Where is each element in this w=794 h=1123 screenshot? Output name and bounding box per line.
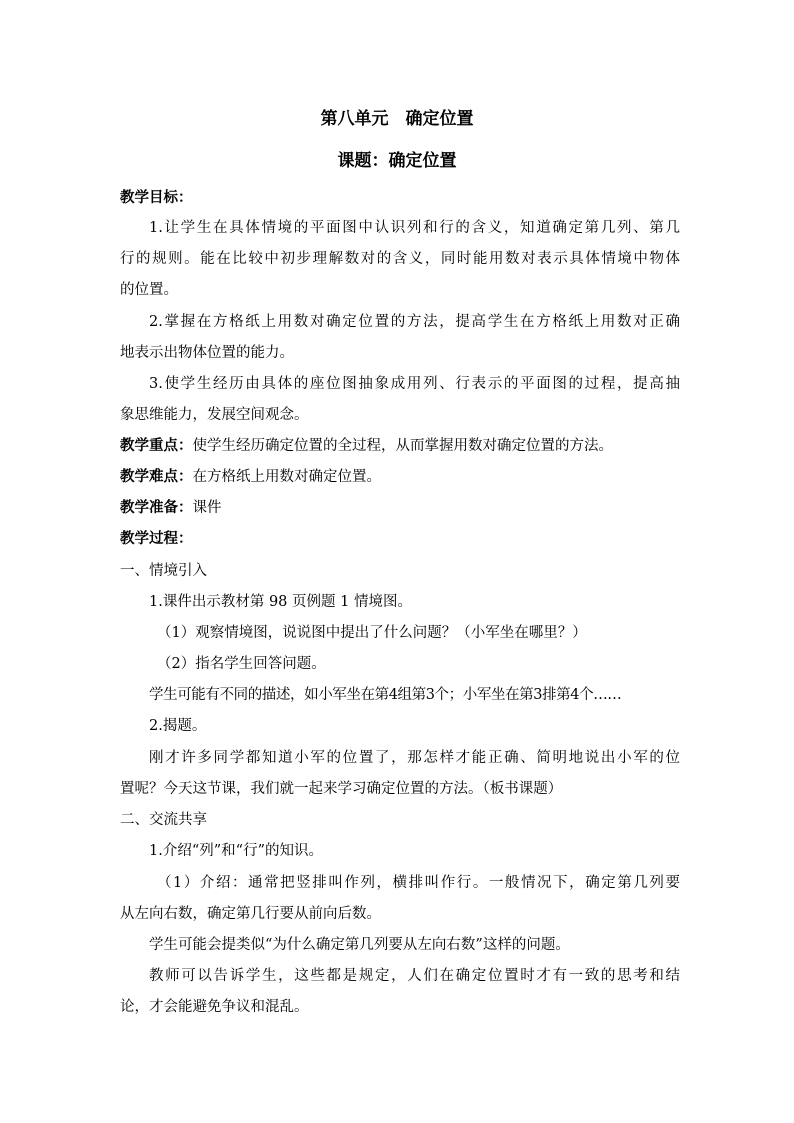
- key-point: [120, 436, 680, 456]
- section2-heading: 二、交流共享: [120, 812, 207, 828]
- s1-sub2: （2）指名学生回答问题。: [157, 656, 326, 672]
- s1-item1: 1.课件出示教材第 98 页例题 1 情境图。: [149, 594, 412, 610]
- s1-paragraph-line1: 刚才许多同学都知道小军的位置了，那怎样才能正确、简明地说出小军的位: [149, 750, 680, 766]
- s1-paragraph-line2: 置呢？今天这节课，我们就一起来学习确定位置的方法。（板书课题）: [120, 781, 563, 797]
- goal1-line3: 的位置。: [120, 282, 178, 298]
- unit-title: 第八单元 确定位置: [320, 109, 474, 129]
- lesson-title: 课题：确定位置: [337, 151, 457, 171]
- s2-sub1-line1: （1）介绍：通常把竖排叫作列，横排叫作行。一般情况下，确定第几列要: [157, 875, 680, 891]
- difficulty-text: 在方格纸上用数对确定位置。: [192, 469, 381, 485]
- goals-heading: 教学目标：: [120, 189, 193, 206]
- difficulty-point: [120, 467, 680, 487]
- goal2-line2: 地表示出物体位置的能力。: [120, 345, 294, 361]
- preparation-label: 教学准备：: [120, 499, 193, 516]
- section1-heading: 一、情境引入: [120, 563, 207, 579]
- process-heading: 教学过程：: [120, 530, 193, 547]
- preparation: [120, 498, 680, 518]
- goal3-line2: 象思维能力，发展空间观念。: [120, 407, 309, 423]
- key-point-label: 教学重点：: [120, 437, 193, 454]
- key-point-text: 使学生经历确定位置的全过程，从而掌握用数对确定位置的方法。: [192, 438, 613, 454]
- goal1-line2: 行的规则。能在比较中初步理解数对的含义，同时能用数对表示具体情境中物体: [120, 251, 680, 267]
- goal3-line1: 3.使学生经历由具体的座位图抽象成用列、行表示的平面图的过程，提高抽: [149, 376, 680, 392]
- s2-sub1-line2: 从左向右数，确定第几行要从前向后数。: [120, 906, 381, 922]
- s1-item2: 2.揭题。: [149, 718, 207, 734]
- s2-teacher-line1: 教师可以告诉学生，这些都是规定，人们在确定位置时才有一致的思考和结: [149, 968, 680, 984]
- goal2-line1: 2.掌握在方格纸上用数对确定位置的方法，提高学生在方格纸上用数对正确: [149, 314, 680, 330]
- s2-student-question: 学生可能会提类似“为什么确定第几列要从左向右数”这样的问题。: [149, 937, 570, 953]
- s1-student-answer: 学生可能有不同的描述，如小军坐在第4组第3个；小军坐在第3排第4个……: [149, 687, 622, 703]
- difficulty-label: 教学难点：: [120, 468, 193, 485]
- s2-item1: 1.介绍“列”和“行”的知识。: [149, 843, 323, 859]
- preparation-text: 课件: [192, 500, 222, 516]
- goal1-line1: 1.让学生在具体情境的平面图中认识列和行的含义，知道确定第几列、第几: [149, 220, 680, 236]
- s1-sub1: （1）观察情境图，说说图中提出了什么问题？（小军坐在哪里？）: [157, 625, 587, 641]
- s2-teacher-line2: 论，才会能避免争议和混乱。: [120, 999, 309, 1015]
